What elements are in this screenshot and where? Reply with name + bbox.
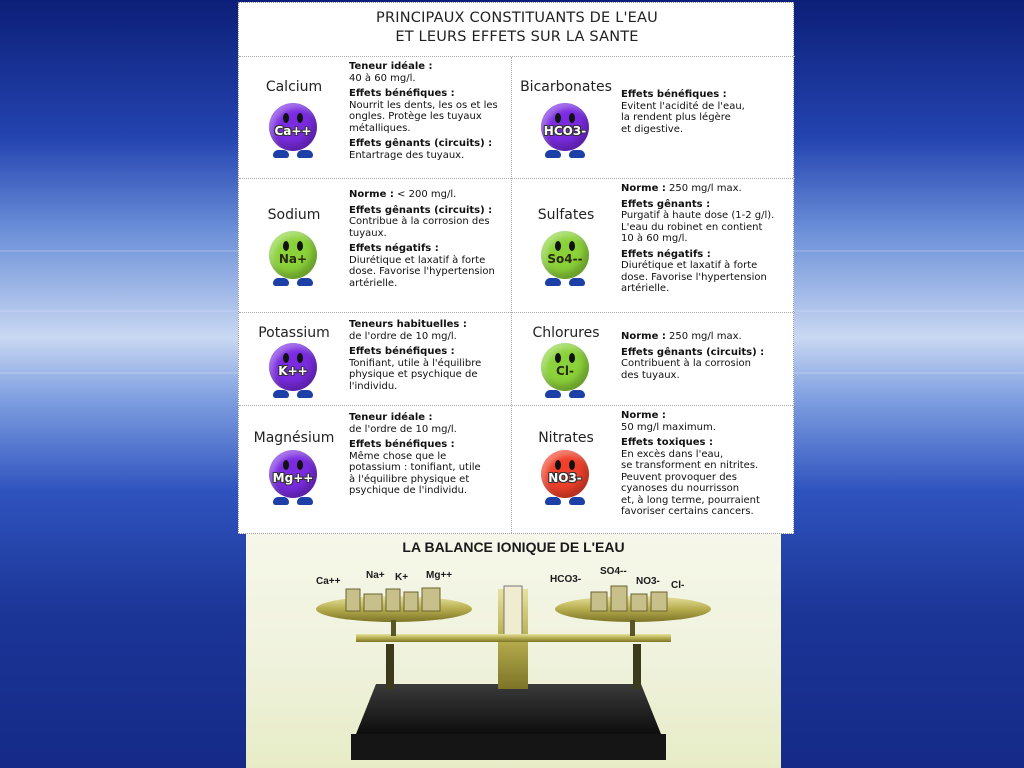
info-line: Evitent l'acidité de l'eau, — [621, 100, 745, 112]
info-line: L'eau du robinet en contient — [621, 221, 763, 233]
smiley-foot — [273, 278, 289, 286]
ion-smiley-icon — [541, 343, 589, 403]
ion-symbol: So4-- — [547, 252, 583, 266]
info-line: 50 mg/l maximum. — [621, 421, 716, 433]
info-block — [349, 439, 507, 497]
balance-title: LA BALANCE IONIQUE DE L'EAU — [402, 539, 625, 555]
info-line: la rendent plus légère — [621, 112, 731, 123]
smiley-eye — [555, 353, 561, 363]
info-line: potassium : tonifiant, utile — [349, 462, 481, 473]
smiley-eye — [283, 353, 289, 363]
balance-ion-label: NO3- — [636, 576, 660, 587]
balance-scale-illustration — [246, 534, 781, 768]
info-line: Diurétique et laxatif à forte — [621, 260, 758, 271]
info-block — [621, 89, 779, 135]
smiley-foot — [569, 497, 585, 505]
info-block — [621, 249, 779, 295]
smiley-eye — [297, 113, 303, 123]
constituent-info — [349, 412, 507, 501]
ion-smiley-icon — [269, 103, 317, 163]
info-heading: Teneur idéale : — [349, 412, 433, 423]
info-block — [349, 243, 507, 289]
info-line: Nourrit les dents, les os et les — [349, 99, 498, 111]
smiley-foot — [545, 390, 561, 398]
ionic-balance-figure — [246, 534, 781, 768]
info-heading: Effets bénéfiques : — [621, 89, 727, 100]
info-line: de l'ordre de 10 mg/l. — [349, 330, 457, 342]
info-line: de l'ordre de 10 mg/l. — [349, 423, 457, 435]
panel-title — [239, 9, 795, 47]
info-heading: Norme : — [349, 189, 394, 200]
info-line: dose. Favorise l'hypertension — [349, 266, 495, 277]
info-line: physique et psychique de — [349, 369, 478, 380]
info-heading: Effets négatifs : — [621, 248, 711, 260]
smiley-eye — [569, 241, 575, 251]
constituent-info — [349, 61, 507, 165]
ion-smiley-icon — [541, 231, 589, 291]
column-divider — [511, 57, 512, 533]
balance-ion-label: HCO3- — [550, 574, 582, 585]
smiley-eye — [555, 460, 561, 470]
info-line: et, à long terme, pourraient — [621, 494, 760, 506]
ion-symbol: Cl- — [556, 364, 574, 378]
info-block — [621, 437, 779, 518]
info-heading: Effets gênants (circuits) : — [349, 204, 493, 216]
ion-smiley-icon — [269, 231, 317, 291]
info-line: des tuyaux. — [621, 369, 680, 381]
info-heading: Effets gênants (circuits) : — [349, 138, 493, 149]
info-line: dose. Favorise l'hypertension — [621, 271, 767, 283]
info-line: métalliques. — [349, 122, 411, 134]
row-divider — [239, 56, 795, 57]
smiley-eye — [569, 353, 575, 363]
info-line: et digestive. — [621, 123, 684, 135]
constituent-info — [621, 331, 779, 385]
constituent-name: Calcium — [265, 79, 323, 95]
constituent-info — [349, 189, 507, 293]
constituent-info — [621, 410, 779, 522]
info-inline-value: 250 mg/l max. — [669, 183, 742, 194]
ion-smiley-icon — [541, 450, 589, 510]
title-line-1: PRINCIPAUX CONSTITUANTS DE L'EAU — [376, 10, 658, 26]
smiley-foot — [297, 278, 313, 286]
info-block — [621, 331, 779, 343]
info-block — [621, 410, 779, 433]
constituents-panel — [238, 2, 794, 534]
info-line: ongles. Protège les tuyaux — [349, 111, 482, 122]
info-line: à l'équilibre physique et — [349, 473, 470, 485]
ion-symbol: HCO3- — [543, 124, 587, 138]
constituent-name: Chlorures — [532, 325, 600, 341]
ion-symbol: NO3- — [548, 471, 582, 485]
smiley-eye — [297, 460, 303, 470]
balance-ion-label: K+ — [395, 572, 409, 583]
ion-smiley-icon — [269, 450, 317, 510]
smiley-eye — [283, 460, 289, 470]
smiley-foot — [297, 497, 313, 505]
info-block — [621, 183, 779, 195]
smiley-foot — [545, 497, 561, 505]
constituent-name: Bicarbonates — [520, 79, 612, 95]
info-heading: Effets bénéfiques : — [349, 439, 455, 450]
info-line: Contribuent à la corrosion — [621, 358, 751, 369]
info-block — [349, 61, 507, 84]
ion-smiley-icon — [541, 103, 589, 163]
smiley-foot — [545, 150, 561, 158]
smiley-foot — [569, 150, 585, 158]
info-line: favoriser certains cancers. — [621, 506, 754, 517]
info-heading: Effets négatifs : — [349, 243, 439, 254]
info-line: Entartrage des tuyaux. — [349, 149, 465, 161]
info-heading: Teneurs habituelles : — [349, 319, 467, 330]
constituent-info — [621, 89, 779, 139]
info-line: 10 à 60 mg/l. — [621, 233, 688, 244]
smiley-foot — [569, 278, 585, 286]
ion-symbol: Mg++ — [272, 471, 314, 485]
info-heading: Norme : — [621, 183, 666, 194]
smiley-eye — [569, 460, 575, 470]
smiley-eye — [297, 241, 303, 251]
balance-ion-label: Na+ — [366, 570, 385, 581]
balance-ion-label: Cl- — [671, 580, 685, 591]
info-heading: Norme : — [621, 410, 666, 421]
smiley-eye — [297, 353, 303, 363]
ion-symbol: Na+ — [278, 252, 308, 266]
info-block — [349, 189, 507, 201]
info-block — [349, 205, 507, 240]
info-block — [349, 138, 507, 161]
info-block — [349, 412, 507, 435]
row-divider — [239, 405, 795, 406]
constituent-name: Sulfates — [537, 207, 595, 223]
ion-symbol: Ca++ — [274, 124, 312, 138]
constituent-name: Nitrates — [538, 430, 594, 446]
smiley-eye — [569, 113, 575, 123]
info-line: 40 à 60 mg/l. — [349, 72, 416, 84]
smiley-eye — [555, 113, 561, 123]
info-inline-value: < 200 mg/l. — [397, 189, 457, 200]
info-heading: Effets bénéfiques : — [349, 88, 455, 99]
info-line: Contribue à la corrosion des — [349, 216, 490, 227]
info-inline-value: 250 mg/l max. — [669, 331, 742, 342]
info-line: Diurétique et laxatif à forte — [349, 254, 486, 266]
title-line-2: ET LEURS EFFETS SUR LA SANTE — [395, 29, 639, 45]
constituent-info — [349, 319, 507, 396]
info-block — [621, 199, 779, 245]
info-line: Même chose que le — [349, 450, 447, 462]
row-divider — [239, 312, 795, 313]
constituent-name: Sodium — [267, 207, 321, 223]
info-line: psychique de l'individu. — [349, 485, 468, 496]
smiley-eye — [555, 241, 561, 251]
info-heading: Effets gênants (circuits) : — [621, 346, 765, 358]
info-block — [349, 88, 507, 134]
info-block — [349, 346, 507, 392]
smiley-foot — [545, 278, 561, 286]
smiley-eye — [283, 241, 289, 251]
balance-ion-label: Mg++ — [426, 570, 453, 581]
info-heading: Effets gênants : — [621, 198, 711, 210]
info-heading: Teneur idéale : — [349, 61, 433, 72]
info-line: Purgatif à haute dose (1-2 g/l). — [621, 210, 775, 221]
info-heading: Effets toxiques : — [621, 437, 713, 448]
info-line: artérielle. — [349, 277, 398, 289]
info-line: Peuvent provoquer des — [621, 471, 737, 483]
balance-ion-label: SO4-- — [600, 566, 627, 577]
smiley-foot — [273, 390, 289, 398]
balance-ion-label: Ca++ — [316, 576, 341, 587]
constituent-name: Magnésium — [253, 430, 335, 446]
info-line: cyanoses du nourrisson — [621, 483, 740, 494]
info-line: Tonifiant, utile à l'équilibre — [349, 357, 482, 369]
info-line: l'individu. — [349, 380, 398, 392]
info-heading: Norme : — [621, 331, 666, 342]
smiley-foot — [569, 390, 585, 398]
ion-smiley-icon — [269, 343, 317, 403]
info-line: artérielle. — [621, 283, 670, 294]
smiley-foot — [297, 390, 313, 398]
constituent-info — [621, 183, 779, 299]
smiley-eye — [283, 113, 289, 123]
smiley-foot — [297, 150, 313, 158]
info-line: se transforment en nitrites. — [621, 460, 759, 471]
info-line: En excès dans l'eau, — [621, 448, 724, 460]
info-line: tuyaux. — [349, 227, 387, 239]
row-divider — [239, 178, 795, 179]
smiley-foot — [273, 497, 289, 505]
constituent-name: Potassium — [258, 325, 330, 341]
smiley-foot — [273, 150, 289, 158]
ion-symbol: K++ — [278, 364, 308, 378]
info-block — [349, 319, 507, 342]
info-block — [621, 347, 779, 382]
info-heading: Effets bénéfiques : — [349, 346, 455, 357]
